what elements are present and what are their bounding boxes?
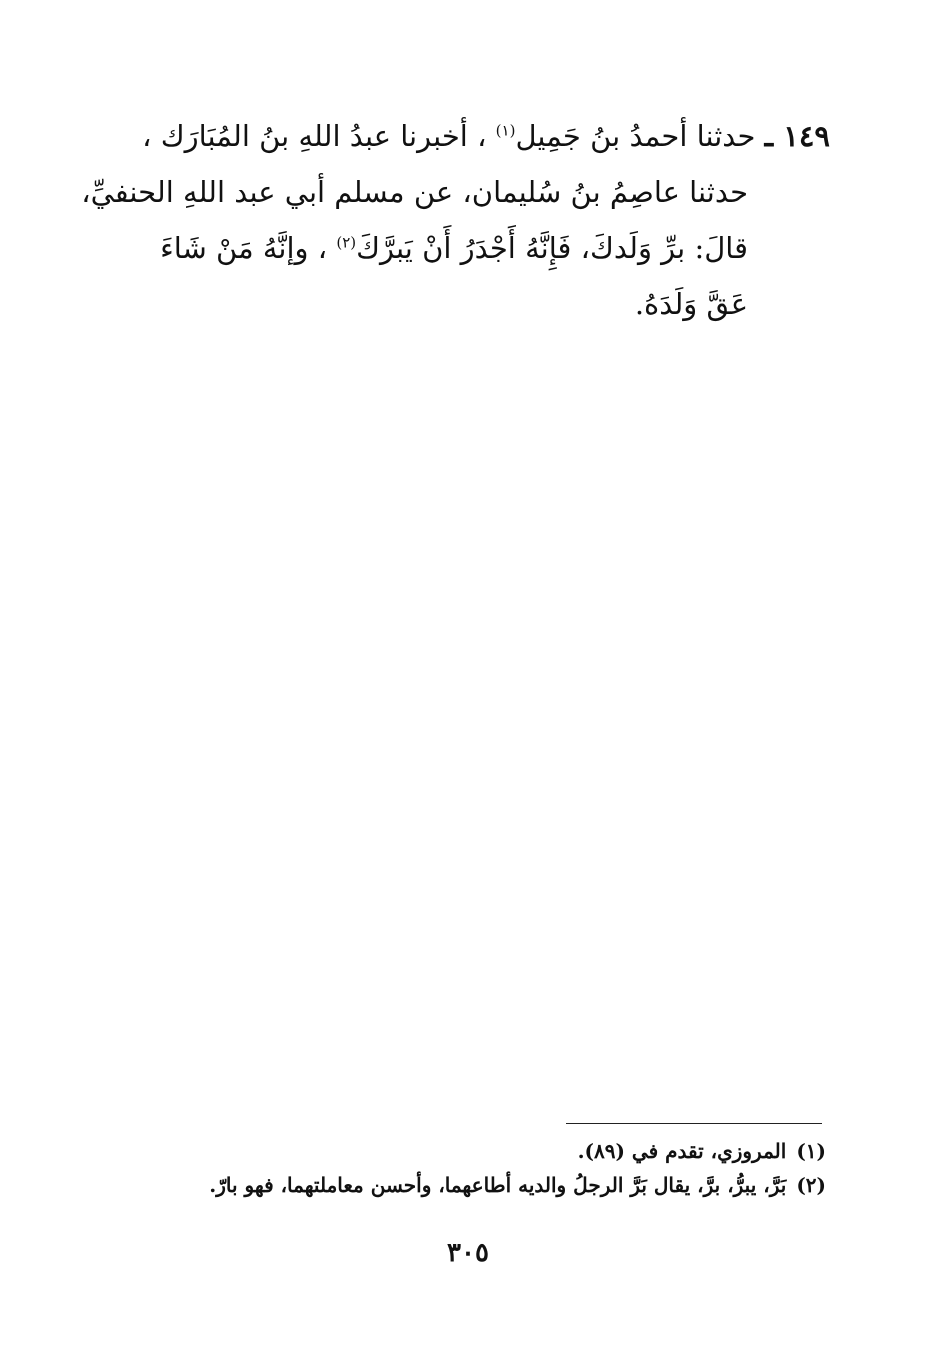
footnote-reference-2[interactable]: (٢) xyxy=(336,233,357,252)
hadith-line-3 xyxy=(130,220,830,276)
hadith-line-4: عَقَّ وَلَدَهُ. xyxy=(634,287,748,321)
page-number: ٣٠٥ xyxy=(447,1238,489,1268)
hadith-line-2: حدثنا عاصِمُ بنُ سُليمان، عن مسلم أبي عبد اللهِ الحنفيِّ، xyxy=(81,175,748,209)
hadith-line-1 xyxy=(130,108,830,164)
footnote-reference-1[interactable]: (١) xyxy=(495,121,516,140)
hadith-number: ١٤٩ ـ xyxy=(764,119,830,153)
hadith-text-segment: قالَ: برِّ وَلَدكَ، فَإِنَّهُ أَجْدَرُ أَنْ يَبرَّكَ xyxy=(356,231,748,265)
footnote-1 xyxy=(190,1134,826,1168)
footnote-mark: (١) xyxy=(796,1139,826,1163)
footnote-2 xyxy=(190,1168,826,1202)
hadith-text-segment: حدثنا أحمدُ بنُ جَمِيل xyxy=(515,119,756,153)
hadith-text-segment: ، وإنَّهُ مَنْ شَاءَ xyxy=(160,231,328,265)
footnote-text: المروزي، تقدم في (٨٩). xyxy=(577,1139,787,1163)
hadith-paragraph xyxy=(81,108,830,332)
hadith-text-segment: ، أخبرنا عبدُ اللهِ بنُ المُبَارَك ، xyxy=(142,119,487,153)
footnote-text: بَرَّ، يبرُّ، برَّ، يقال بَرَّ الرجلُ والديه أطاعهما، وأحسن معاملتهما، فهو بارّ. xyxy=(209,1173,787,1197)
footnote-divider xyxy=(566,1123,822,1124)
footnotes xyxy=(190,1134,826,1202)
footnote-mark: (٢) xyxy=(796,1173,826,1197)
